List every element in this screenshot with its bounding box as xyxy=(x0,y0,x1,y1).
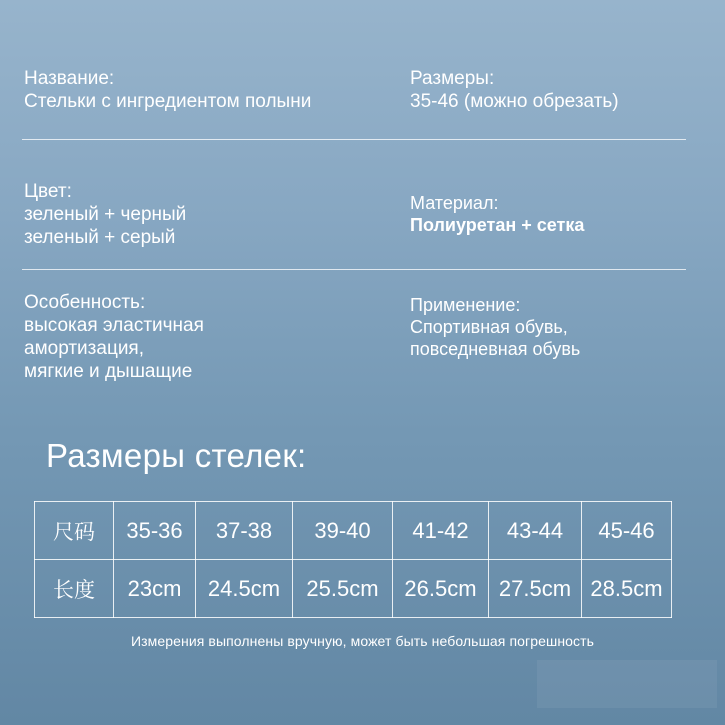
row-header-size: 尺码 xyxy=(35,502,114,560)
spec-color-value-1: зеленый + черный xyxy=(24,204,187,225)
length-cell: 23cm xyxy=(114,560,196,618)
length-cell: 24.5cm xyxy=(196,560,293,618)
spec-name-value: Стельки с ингредиентом полыни xyxy=(24,91,312,112)
corner-watermark-area xyxy=(537,660,717,708)
spec-usage xyxy=(410,294,580,360)
spec-sizes-value: 35-46 (можно обрезать) xyxy=(410,91,619,112)
spec-color-label: Цвет: xyxy=(24,181,72,202)
size-cell: 35-36 xyxy=(114,502,196,560)
size-cell: 43-44 xyxy=(489,502,582,560)
spec-material xyxy=(410,192,584,236)
spec-name xyxy=(24,67,311,113)
length-cell: 25.5cm xyxy=(293,560,393,618)
spec-feature-value-1: высокая эластичная xyxy=(24,315,204,336)
length-cell: 27.5cm xyxy=(489,560,582,618)
spec-usage-value-1: Спортивная обувь, xyxy=(410,317,568,337)
spec-sizes xyxy=(410,67,619,113)
spec-usage-label: Применение: xyxy=(410,295,521,315)
size-cell: 41-42 xyxy=(393,502,489,560)
divider-2 xyxy=(22,269,686,270)
spec-feature-value-2: амортизация, xyxy=(24,338,145,359)
length-cell: 26.5cm xyxy=(393,560,489,618)
spec-material-label: Материал: xyxy=(410,193,499,213)
size-cell: 45-46 xyxy=(582,502,672,560)
size-table xyxy=(34,501,672,618)
spec-color xyxy=(24,180,186,249)
measurement-footnote: Измерения выполнены вручную, может быть небольшая погрешность xyxy=(130,633,595,649)
spec-material-value: Полиуретан + сетка xyxy=(410,215,585,235)
spec-sizes-label: Размеры: xyxy=(410,68,495,89)
spec-name-label: Название: xyxy=(24,68,115,89)
spec-usage-value-2: повседневная обувь xyxy=(410,339,581,359)
size-section-title: Размеры стелек: xyxy=(46,437,307,474)
size-cell: 39-40 xyxy=(293,502,393,560)
table-row-sizes xyxy=(35,502,672,560)
spec-feature-value-3: мягкие и дышащие xyxy=(24,361,193,382)
divider-1 xyxy=(22,139,686,140)
spec-color-value-2: зеленый + серый xyxy=(24,227,176,248)
spec-feature-label: Особенность: xyxy=(24,292,146,313)
length-cell: 28.5cm xyxy=(582,560,672,618)
size-cell: 37-38 xyxy=(196,502,293,560)
table-row-lengths xyxy=(35,560,672,618)
row-header-length: 长度 xyxy=(35,560,114,618)
spec-feature xyxy=(24,291,204,383)
